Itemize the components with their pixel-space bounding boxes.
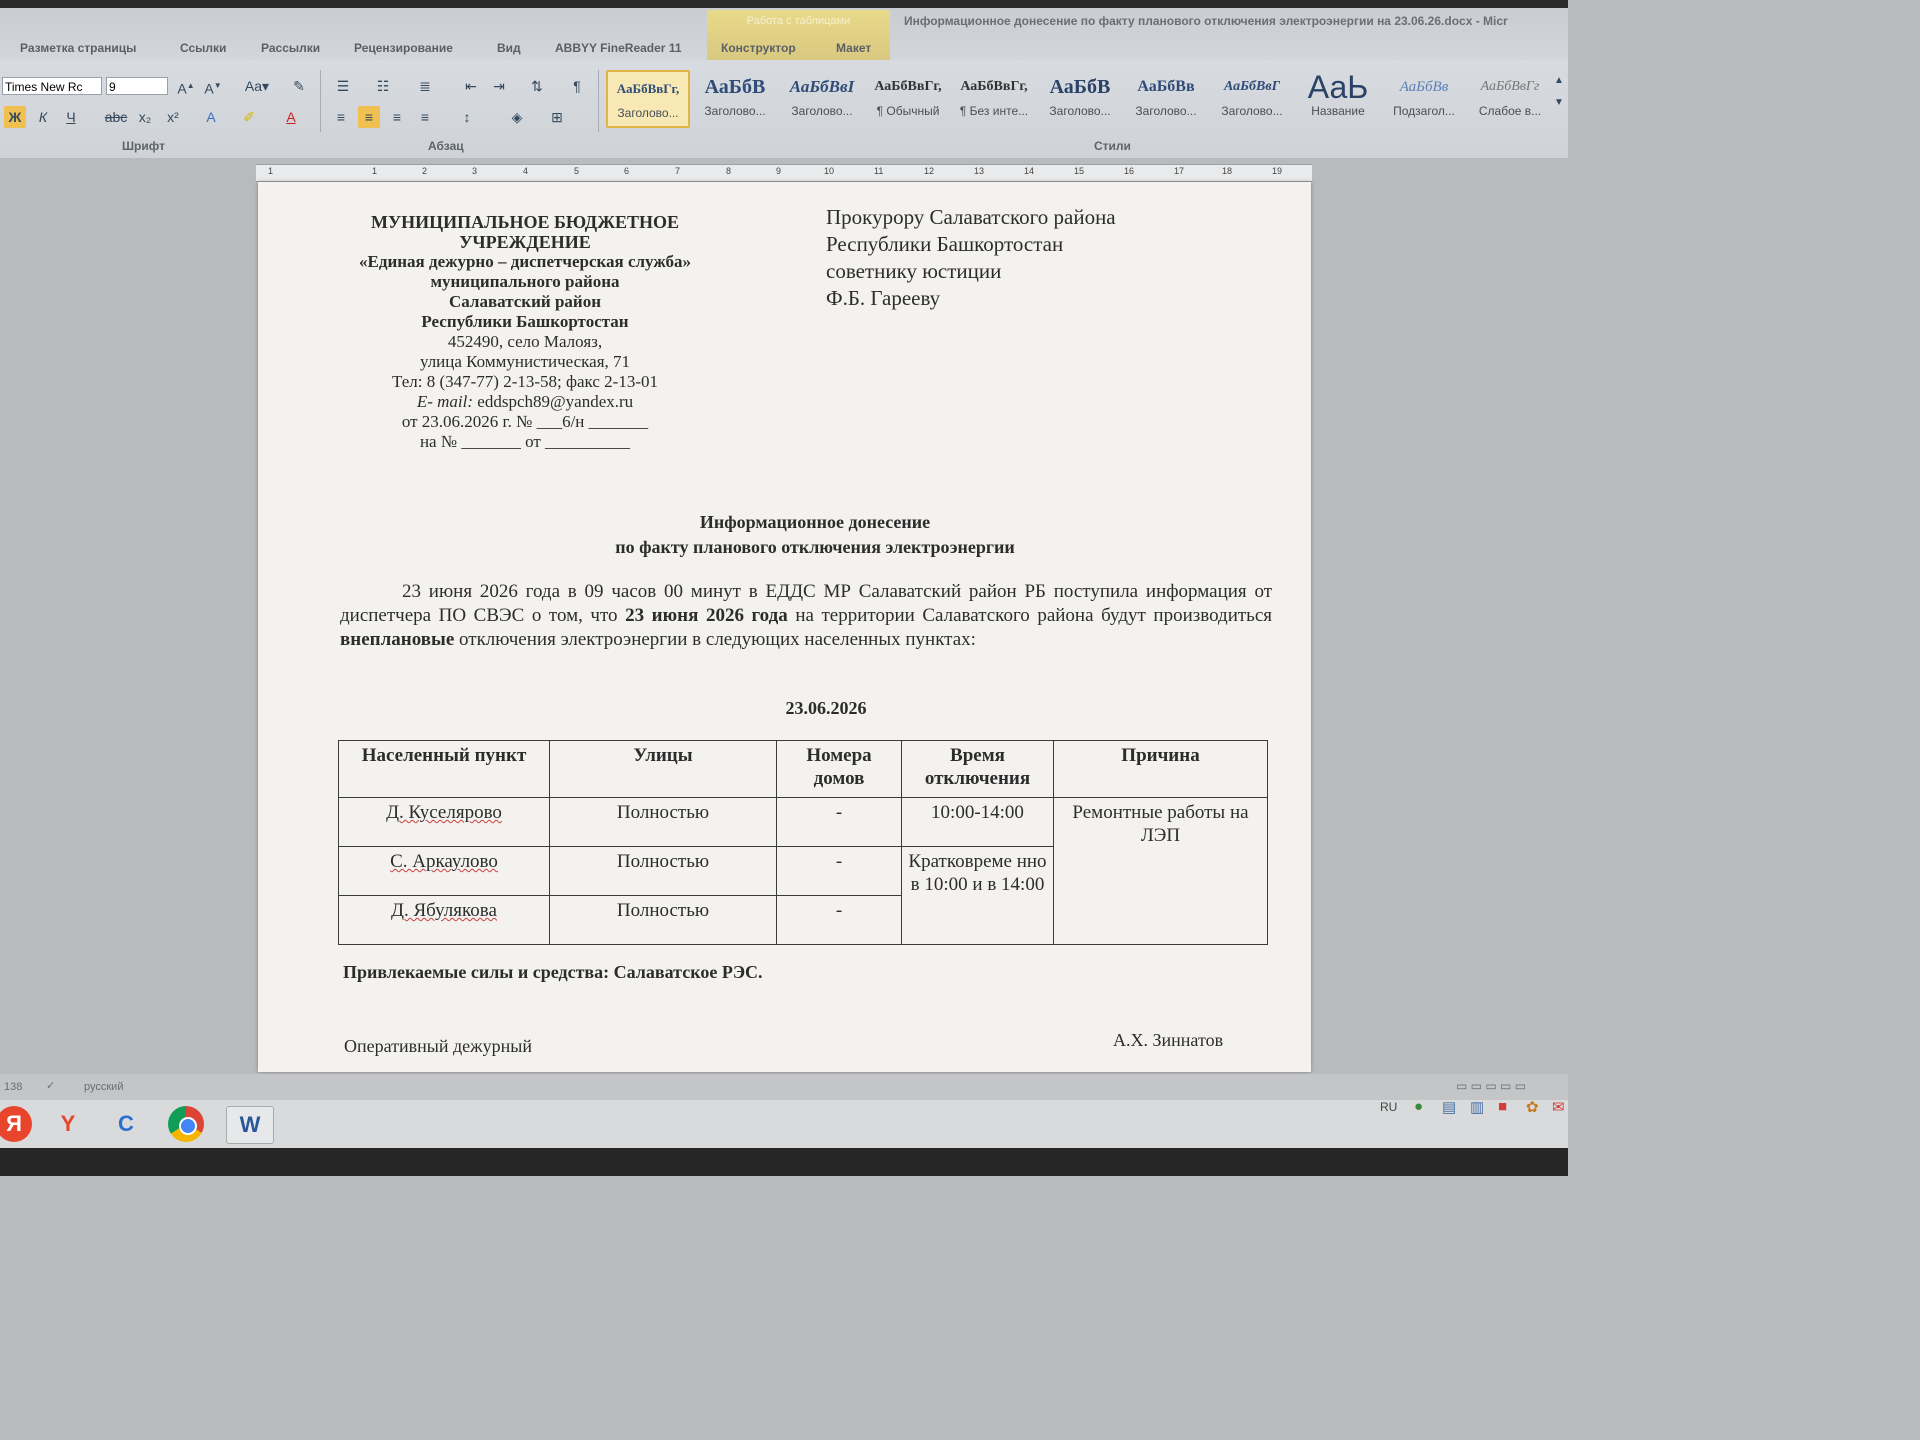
change-case-icon[interactable]: Aa▾ <box>244 78 270 94</box>
group-label-paragraph: Абзац <box>428 139 464 153</box>
tray-mail-icon[interactable]: ✉ <box>1552 1099 1565 1116</box>
tab-page-layout[interactable]: Разметка страницы <box>20 41 137 55</box>
title-line1: Информационное донесение <box>699 512 931 532</box>
cell-reason[interactable]: Ремонтные работы на ЛЭП <box>1054 798 1268 945</box>
org-name-line3: «Единая дежурно – диспетчерская служба» <box>359 252 691 271</box>
clear-formatting-icon[interactable]: ✎ <box>293 78 305 94</box>
cell-place[interactable]: С. Аркаулово <box>339 847 550 896</box>
cell-streets[interactable]: Полностью <box>550 798 777 847</box>
org-address-line2: улица Коммунистическая, 71 <box>419 352 631 371</box>
style-heading-5[interactable]: АаБбВвГ Заголово... <box>1221 79 1283 118</box>
align-left-icon[interactable]: ≡ <box>336 109 346 125</box>
header-streets: Улицы <box>550 741 777 798</box>
cell-time[interactable]: Кратковреме нно в 10:00 и в 14:00 <box>902 847 1054 945</box>
align-right-icon[interactable]: ≡ <box>392 109 402 125</box>
page-count[interactable]: 138 <box>4 1081 23 1093</box>
style-subtle-emphasis[interactable]: АаБбВвГг Слабое в... <box>1478 79 1542 118</box>
increase-indent-icon[interactable]: ⇥ <box>493 78 505 94</box>
line-spacing-icon[interactable]: ↕ <box>463 109 471 125</box>
cell-time[interactable]: 10:00-14:00 <box>902 798 1054 847</box>
group-label-font: Шрифт <box>122 139 165 153</box>
shading-icon[interactable]: ◈ <box>511 109 523 125</box>
font-color-icon[interactable]: A <box>286 109 296 125</box>
cell-houses[interactable]: - <box>777 847 902 896</box>
bullets-icon[interactable]: ☰ <box>336 78 350 94</box>
sort-icon[interactable]: ⇅ <box>531 78 543 94</box>
ribbon-separator <box>320 70 321 132</box>
justify-icon[interactable]: ≡ <box>420 109 430 125</box>
addressee-line2: Республики Башкортостан <box>826 232 1064 256</box>
tray-antivirus-icon[interactable]: ● <box>1414 1098 1424 1115</box>
tray-language[interactable]: RU <box>1380 1100 1398 1114</box>
shrink-font-icon[interactable]: A▼ <box>204 80 222 97</box>
style-heading-1[interactable]: АаБбВ Заголово... <box>704 76 766 118</box>
document-title <box>430 510 1200 560</box>
duty-officer-label: Оперативный дежурный <box>344 1036 532 1056</box>
borders-icon[interactable]: ⊞ <box>551 109 563 125</box>
show-marks-icon[interactable]: ¶ <box>573 78 581 94</box>
tray-update-icon[interactable]: ✿ <box>1526 1099 1539 1116</box>
table-date-heading: 23.06.2026 <box>785 698 867 718</box>
cell-streets[interactable]: Полностью <box>550 896 777 945</box>
body-paragraph: 23 июня 2026 года в 09 часов 00 минут в ЕДДС МР Салаватский район РБ поступила информация от диспетчера ПО СВЭС о том, что 23 июня 2026 года на территории Салаватского района будут производиться внеплановые отключения электроэнергии в следующих населенных пунктах: <box>340 581 1273 650</box>
sender-header <box>330 212 720 452</box>
font-name-combobox[interactable] <box>2 77 102 95</box>
ccleaner-icon[interactable]: C <box>118 1111 134 1136</box>
status-bar <box>0 1074 1568 1100</box>
grow-font-icon[interactable]: A▲ <box>177 80 195 97</box>
reference-number: на № _______ от __________ <box>419 432 631 451</box>
table-row <box>339 798 1268 847</box>
outgoing-number: от 23.06.2026 г. № ___6/н _______ <box>401 412 649 431</box>
tab-references[interactable]: Ссылки <box>180 41 227 55</box>
strikethrough-icon[interactable]: abc <box>104 109 128 125</box>
tray-notification-icon[interactable]: ■ <box>1498 1098 1508 1115</box>
title-line2: по факту планового отключения электроэнергии <box>615 537 1015 557</box>
cell-houses[interactable]: - <box>777 896 902 945</box>
org-email: E- mail: eddspch89@yandex.ru <box>416 392 634 411</box>
org-phone: Тел: 8 (347-77) 2-13-58; факс 2-13-01 <box>391 372 659 391</box>
table-header-row <box>339 741 1268 798</box>
org-name-line5: Салаватский район <box>449 292 601 311</box>
style-no-spacing[interactable]: АаБбВвГг, ¶ Без инте... <box>959 79 1029 118</box>
header-houses: Номера домов <box>777 741 902 798</box>
style-heading-selected[interactable]: АаБбВвГг, Заголово... <box>606 70 690 128</box>
tray-network-icon[interactable]: ▤ <box>1442 1099 1457 1116</box>
ribbon-separator <box>598 70 599 132</box>
header-time: Время отключения <box>902 741 1054 798</box>
org-address-line1: 452490, село Малояз, <box>447 332 603 351</box>
cell-place[interactable]: Д. Куселярово <box>339 798 550 847</box>
addressee-line3: советнику юстиции <box>826 259 1002 283</box>
tab-layout[interactable]: Макет <box>836 41 872 55</box>
font-size-combobox[interactable] <box>106 77 168 95</box>
language-indicator[interactable]: русский <box>84 1081 124 1093</box>
table-tools-title: Работа с таблицами <box>746 15 851 27</box>
font-size-value: 9 <box>109 80 116 94</box>
numbering-icon[interactable]: ☷ <box>376 78 390 94</box>
tab-mailings[interactable]: Рассылки <box>261 41 321 55</box>
header-place: Населенный пункт <box>339 741 550 798</box>
header-reason: Причина <box>1054 741 1268 798</box>
forces-line: Привлекаемые силы и средства: Салаватское РЭС. <box>343 962 763 982</box>
tab-review[interactable]: Рецензирование <box>354 41 453 55</box>
style-heading-2[interactable]: АаБбВвІ Заголово... <box>789 77 855 118</box>
align-center-icon[interactable]: ≡ <box>358 106 380 128</box>
text-effects-icon[interactable]: A <box>206 109 216 125</box>
tab-view[interactable]: Вид <box>497 41 521 55</box>
addressee-line4: Ф.Б. Гарееву <box>826 286 941 310</box>
cell-houses[interactable]: - <box>777 798 902 847</box>
bold-icon[interactable]: Ж <box>4 106 26 128</box>
addressee-block <box>826 204 1246 312</box>
tab-design[interactable]: Конструктор <box>721 41 796 55</box>
yandex-browser-icon[interactable]: Я <box>0 1106 32 1142</box>
outage-table[interactable] <box>338 740 1268 945</box>
highlight-icon[interactable]: ✐ <box>243 109 255 125</box>
style-normal[interactable]: АаБбВвГг, ¶ Обычный <box>874 79 942 118</box>
org-name-line4: муниципального района <box>430 272 620 291</box>
style-heading-4[interactable]: АаБбВв Заголово... <box>1135 78 1197 118</box>
duty-officer-name: А.Х. Зиннатов <box>1113 1030 1224 1050</box>
screen-bezel-bottom <box>0 1148 1568 1176</box>
ruler-numbers: 1 1 2 3 4 5 6 7 8 9 10 11 12 13 14 15 16 17 18 19 <box>268 166 1283 176</box>
style-title[interactable]: АаЬ Название <box>1307 70 1369 118</box>
org-name-line1: МУНИЦИПАЛЬНОЕ БЮДЖЕТНОЕ <box>370 212 680 232</box>
decrease-indent-icon[interactable]: ⇤ <box>465 78 477 94</box>
cell-place[interactable]: Д. Ябулякова <box>339 896 550 945</box>
tray-printer-icon[interactable]: ▥ <box>1470 1099 1485 1116</box>
addressee-line1: Прокурору Салаватского района <box>826 205 1116 229</box>
window-title: Информационное донесение по факту планового отключения электроэнергии на 23.06.26.docx - Micr <box>904 14 1508 28</box>
styles-scroll-down-icon[interactable]: ▼ <box>1554 97 1564 108</box>
cell-streets[interactable]: Полностью <box>550 847 777 896</box>
styles-scroll-up-icon[interactable]: ▲ <box>1554 75 1564 86</box>
italic-icon[interactable]: К <box>38 109 48 125</box>
superscript-icon[interactable]: x² <box>167 109 179 125</box>
tab-abbyy[interactable]: ABBYY FineReader 11 <box>555 41 682 55</box>
org-name-line2: УЧРЕЖДЕНИЕ <box>459 232 591 252</box>
subscript-icon[interactable]: x₂ <box>138 109 152 125</box>
chrome-icon[interactable] <box>168 1106 204 1142</box>
font-name-value: Times New Rc <box>5 80 83 94</box>
yandex-icon[interactable]: Y <box>60 1111 76 1136</box>
style-subtitle[interactable]: АаБбВв Подзагол... <box>1393 79 1455 118</box>
spellcheck-icon[interactable]: ✓ <box>46 1080 56 1092</box>
group-label-styles: Стили <box>1094 139 1131 153</box>
multilevel-list-icon[interactable]: ≣ <box>419 78 431 94</box>
view-buttons-icon[interactable]: ▭ ▭ ▭ ▭ ▭ <box>1456 1079 1527 1093</box>
screen-bezel-top <box>0 0 1568 8</box>
style-heading-3[interactable]: АаБбВ Заголово... <box>1049 76 1111 118</box>
org-name-line6: Республики Башкортостан <box>421 312 629 331</box>
underline-icon[interactable]: Ч <box>66 109 76 125</box>
word-taskbar-button[interactable]: W <box>226 1106 274 1144</box>
